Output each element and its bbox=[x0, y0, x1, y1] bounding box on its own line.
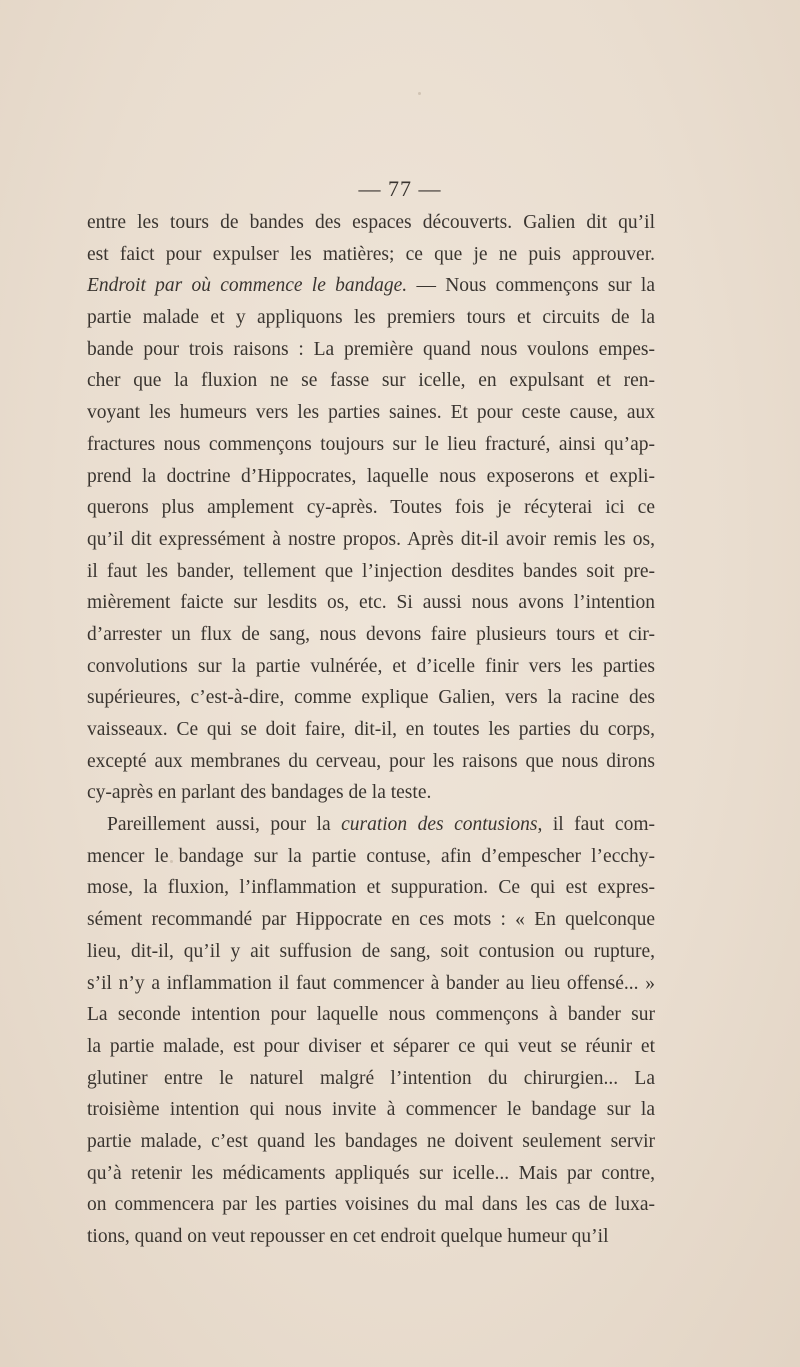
line-text: fractures nous commençons toujours sur le lieu fracturé, ainsi qu’ap- bbox=[87, 433, 655, 455]
line-text: mencer le bandage sur la partie contuse, afin d’empescher l’ecchy- bbox=[87, 845, 655, 867]
line-text: troisième intention qui nous invite à commencer le bandage sur la bbox=[87, 1099, 655, 1121]
line-text: d’arrester un flux de sang, nous devons faire plusieurs tours et cir- bbox=[87, 623, 655, 645]
line-text: s’il n’y a inflammation il faut commencer à bander au lieu offensé... » bbox=[87, 972, 655, 994]
text-line bbox=[87, 777, 655, 809]
line-text: — Nous commençons sur la bbox=[407, 275, 655, 297]
text-line bbox=[87, 651, 655, 683]
text-line bbox=[87, 1094, 655, 1126]
text-line bbox=[87, 968, 655, 1000]
text-line bbox=[87, 872, 655, 904]
text-line bbox=[87, 587, 655, 619]
line-text: mièrement faicte sur lesdits os, etc. Si aussi nous avons l’intention bbox=[87, 592, 655, 614]
line-text: partie malade, c’est quand les bandages ne doivent seulement servir bbox=[87, 1130, 655, 1152]
text-line bbox=[87, 461, 655, 493]
text-line bbox=[87, 556, 655, 588]
page-number: — 77 — bbox=[358, 176, 442, 201]
line-text: sément recommandé par Hippocrate en ces mots : « En quelconque bbox=[87, 909, 655, 931]
line-text: cy-après en parlant des bandages de la teste. bbox=[87, 782, 432, 804]
text-line bbox=[87, 1031, 655, 1063]
line-text: querons plus amplement cy-après. Toutes fois je récyterai ici ce bbox=[87, 497, 655, 519]
text-line bbox=[87, 429, 655, 461]
italic-heading: curation des contusions bbox=[341, 814, 538, 836]
line-text: prend la doctrine d’Hippocrates, laquelle nous exposerons et expli- bbox=[87, 465, 655, 487]
text-line bbox=[87, 936, 655, 968]
line-text: convolutions sur la partie vulnérée, et d’icelle finir vers les parties bbox=[87, 655, 655, 677]
text-line bbox=[87, 239, 655, 271]
line-text: supérieures, c’est-à-dire, comme explique Galien, vers la racine des bbox=[87, 687, 655, 709]
text-line bbox=[87, 1126, 655, 1158]
line-text: qu’il dit expressément à nostre propos. Après dit-il avoir remis les os, bbox=[87, 528, 655, 550]
line-text: cher que la fluxion ne se fasse sur icelle, en expulsant et ren- bbox=[87, 370, 655, 392]
line-text: excepté aux membranes du cerveau, pour les raisons que nous dirons bbox=[87, 750, 655, 772]
text-line bbox=[87, 524, 655, 556]
line-text: qu’à retenir les médicaments appliqués sur icelle... Mais par contre, bbox=[87, 1162, 655, 1184]
text-line bbox=[87, 619, 655, 651]
line-text: voyant les humeurs vers les parties saines. Et pour ceste cause, aux bbox=[87, 402, 655, 424]
line-text: Pareillement aussi, pour la bbox=[107, 814, 342, 836]
text-line bbox=[87, 1221, 655, 1253]
line-text: lieu, dit-il, qu’il y ait suffusion de sang, soit contusion ou rupture, bbox=[87, 940, 655, 962]
text-line bbox=[87, 365, 655, 397]
text-line bbox=[87, 904, 655, 936]
line-text: , il faut com- bbox=[537, 814, 655, 836]
text-line bbox=[87, 999, 655, 1031]
line-text: la partie malade, est pour diviser et séparer ce qui veut se réunir et bbox=[87, 1035, 655, 1057]
line-text: on commencera par les parties voisines du mal dans les cas de luxa- bbox=[87, 1194, 655, 1216]
text-line bbox=[87, 334, 655, 366]
text-line bbox=[87, 1158, 655, 1190]
line-text: mose, la fluxion, l’inflammation et suppuration. Ce qui est expres- bbox=[87, 877, 655, 899]
text-line bbox=[87, 746, 655, 778]
line-text: La seconde intention pour laquelle nous commençons à bander sur bbox=[87, 1004, 655, 1026]
text-line bbox=[87, 1189, 655, 1221]
text-line bbox=[87, 841, 655, 873]
text-line bbox=[87, 1063, 655, 1095]
text-line bbox=[87, 270, 655, 302]
text-line bbox=[87, 682, 655, 714]
text-line bbox=[87, 714, 655, 746]
text-line bbox=[87, 809, 655, 841]
text-line bbox=[87, 302, 655, 334]
body-text bbox=[87, 207, 655, 1253]
line-text: est faict pour expulser les matières; ce que je ne puis approuver. bbox=[87, 243, 655, 265]
line-text: glutiner entre le naturel malgré l’intention du chirurgien... La bbox=[87, 1067, 655, 1089]
line-text: bande pour trois raisons : La première quand nous voulons empes- bbox=[87, 338, 655, 360]
line-text: il faut les bander, tellement que l’injection desdites bandes soit pre- bbox=[87, 560, 655, 582]
line-text: vaisseaux. Ce qui se doit faire, dit-il, en toutes les parties du corps, bbox=[87, 719, 655, 740]
text-line bbox=[87, 207, 655, 239]
paper-speck bbox=[418, 92, 421, 95]
text-line bbox=[87, 397, 655, 429]
line-text: entre les tours de bandes des espaces découverts. Galien dit qu’il bbox=[87, 212, 655, 233]
text-line bbox=[87, 492, 655, 524]
italic-heading: Endroit par où commence le bandage. bbox=[87, 275, 408, 297]
line-text: partie malade et y appliquons les premiers tours et circuits de la bbox=[87, 307, 655, 329]
line-text: tions, quand on veut repousser en cet endroit quelque humeur qu’il bbox=[87, 1226, 609, 1247]
